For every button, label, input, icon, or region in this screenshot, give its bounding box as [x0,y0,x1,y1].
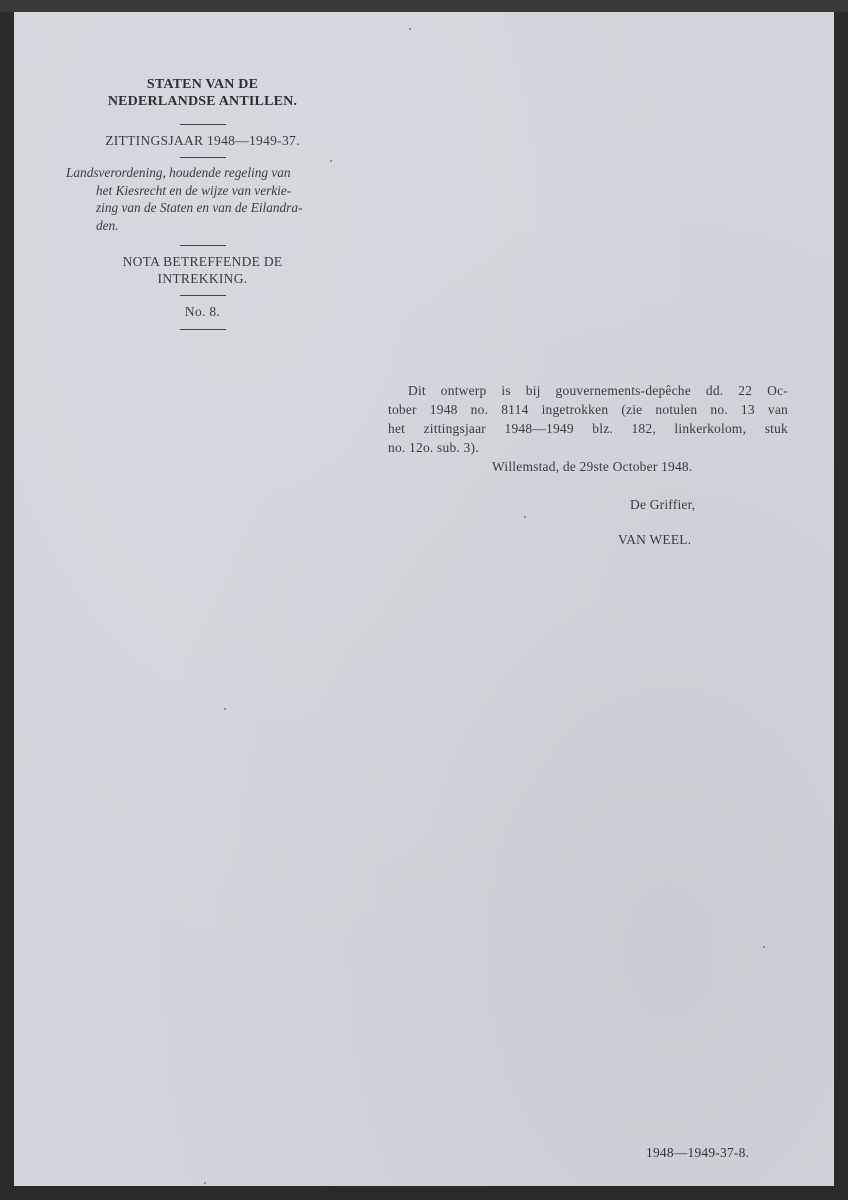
paper-speck [204,1182,206,1184]
paper-speck [763,946,765,948]
subject-line: zing van de Staten en van de Eilandra- [96,200,303,215]
paragraph-line: Dit ontwerp is bij gouvernements-depêche dd. 22 Oc- [408,383,788,398]
place-and-date: Willemstad, de 29ste October 1948. [492,459,693,474]
paper-speck [524,516,526,518]
subject-line: het Kiesrecht en de wijze van verkie- [96,182,292,198]
document-code: 1948—1949-37-8. [646,1145,750,1160]
subject-line: Landsverordening, houdende regeling van [66,165,291,180]
withdrawal-paragraph [388,381,788,457]
divider [180,329,226,330]
paragraph-line: tober 1948 no. 8114 ingetrokken (zie notulen no. 13 van [388,402,788,417]
signatory-name: VAN WEEL. [618,532,692,547]
note-title-line2: INTREKKING. [157,271,248,286]
paragraph-line: het zittingsjaar 1948—1949 blz. 182, linkerkolom, stuk [388,421,788,436]
subject-title [50,164,355,234]
divider [180,124,226,125]
signatory-title: De Griffier, [630,497,696,512]
divider [180,157,226,158]
document-number: No. 8. [184,304,221,319]
note-title-line1: NOTA BETREFFENDE DE [122,254,283,269]
divider [180,245,226,246]
issuing-body-line2: NEDERLANDSE ANTILLEN. [107,94,298,109]
divider [180,295,226,296]
document-header [50,76,355,330]
subject-line: den. [96,217,119,233]
scan-top-edge [0,0,848,12]
document-body [388,381,788,457]
issuing-body [50,76,355,110]
paragraph-line: no. 12o. sub. 3). [388,440,479,455]
paper-speck [224,708,226,710]
document-page [14,12,834,1186]
session-year: ZITTINGSJAAR 1948—1949-37. [105,133,300,148]
issuing-body-line1: STATEN VAN DE [146,77,259,92]
note-title [50,253,355,287]
paper-speck [409,28,411,30]
